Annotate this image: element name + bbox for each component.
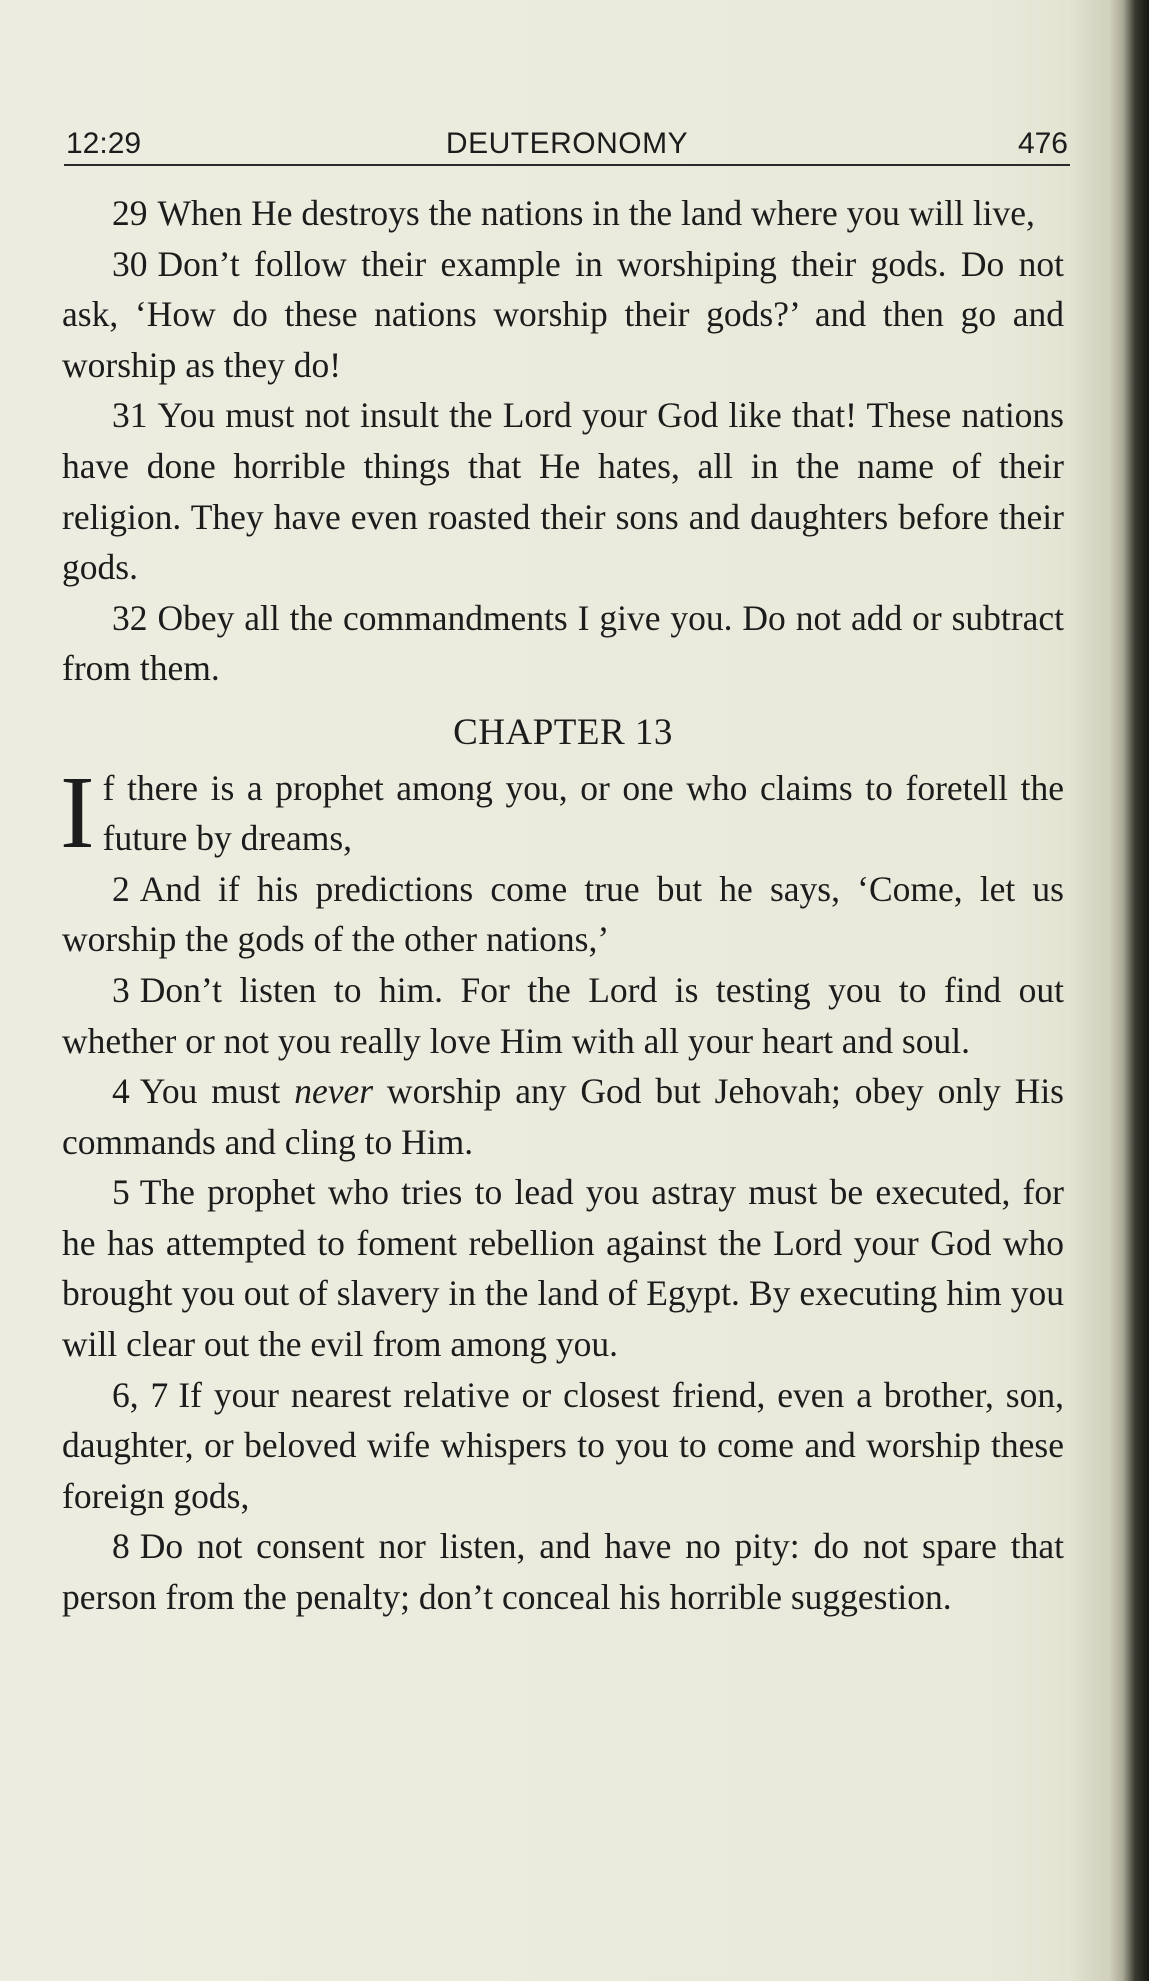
verse-text: Don’t listen to him. For the Lord is testing you to find out whether or not you really love Him with all your heart and soul.: [62, 969, 1064, 1061]
verse-paragraph: [62, 390, 1064, 592]
verse-number: 3: [112, 969, 130, 1010]
verse-paragraph: [62, 1521, 1064, 1622]
verse-paragraph: [62, 864, 1064, 965]
verse-text: Obey all the commandments I give you. Do not add or subtract from them.: [62, 597, 1064, 689]
chapter-heading: CHAPTER 13: [453, 711, 673, 753]
verse-paragraph: [62, 239, 1064, 391]
verse-text: worship any God but Jehovah; obey only His commands and cling to Him.: [62, 1071, 1065, 1162]
verse-text: You must not insult the Lord your God like that! These nations have done horrible things that He hates, all in the name of their religion. They have even roasted their sons and daughters before their gods.: [62, 395, 1064, 588]
chapter-first-verse: [60, 754, 1064, 870]
page-binding-edge: [1109, 0, 1149, 1981]
verse-paragraph: [62, 593, 1064, 694]
verse-text: You must: [139, 1071, 295, 1112]
verse-number: 8: [112, 1526, 130, 1567]
header-chapter-verse: 12:29: [66, 127, 142, 160]
verse-number: 5: [112, 1172, 130, 1213]
verse-number: 6, 7: [112, 1374, 169, 1415]
verse-paragraph: [62, 188, 1064, 239]
verse-number: 31: [112, 395, 148, 436]
verse-number: 29: [112, 193, 148, 233]
verse-paragraph: [62, 1066, 1064, 1167]
running-header: [64, 124, 1070, 164]
verse-text: f there is a prophet among you, or one who claims to foretell the future by dreams,: [102, 767, 1064, 859]
drop-cap: I: [60, 754, 95, 870]
page-body: [62, 188, 1064, 1623]
verse-text: Don’t follow their example in worshiping their gods. Do not ask, ‘How do these nations worship their gods?’ and then go and worship as they do!: [62, 243, 1064, 385]
verse-text: And if his predictions come true but he says, ‘Come, let us worship the gods of the other nations,’: [62, 868, 1064, 960]
verse-emphasis: never: [294, 1071, 374, 1112]
verse-number: 32: [112, 597, 148, 638]
verse-number: 30: [112, 243, 148, 284]
header-book-title: DEUTERONOMY: [445, 127, 689, 160]
verse-text: The prophet who tries to lead you astray must be executed, for he has attempted to foment rebellion against the Lord your God who brought you out of slavery in the land of Egypt. By executing him you will clear out the evil from among you.: [62, 1172, 1064, 1365]
verse-text: When He destroys the nations in the land where you will live,: [157, 193, 1035, 233]
header-page-number: 476: [1017, 127, 1068, 160]
verse-text: Do not consent nor listen, and have no pity: do not spare that person from the penalty; don’t conceal his horrible suggestion.: [62, 1526, 1064, 1618]
verse-text: If your nearest relative or closest friend, even a brother, son, daughter, or beloved wife whispers to you to come and worship these foreign gods,: [62, 1374, 1064, 1516]
verse-number: 4: [112, 1071, 130, 1112]
verse-number: 2: [112, 868, 130, 909]
verse-paragraph: [62, 965, 1064, 1066]
header-rule: [64, 164, 1070, 166]
verse-paragraph: [62, 1167, 1064, 1369]
verse-paragraph: [62, 1370, 1064, 1522]
